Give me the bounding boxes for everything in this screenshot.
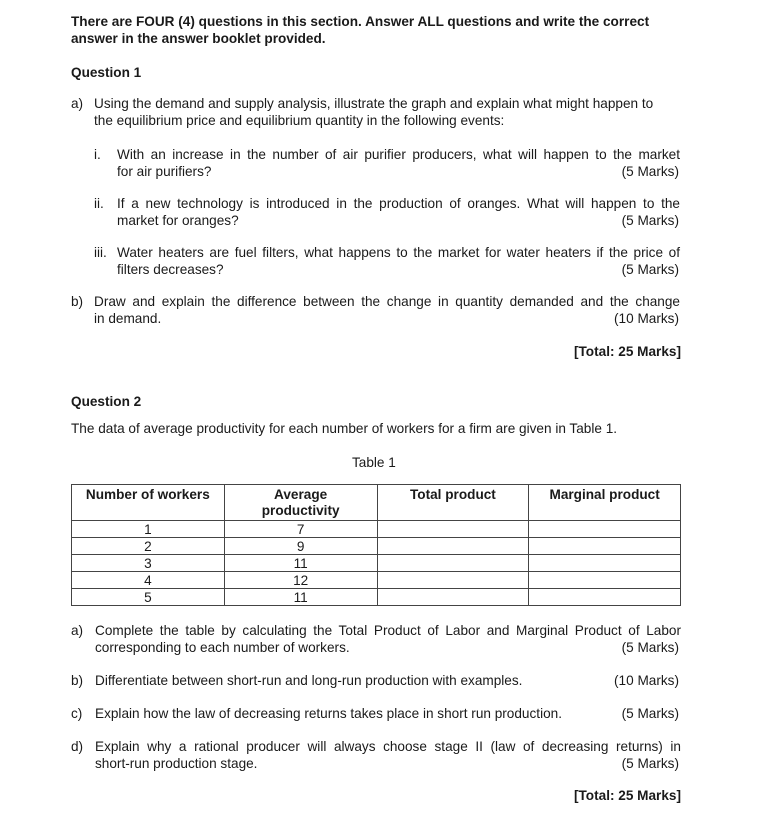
q1-item-iii-line2: filters decreases? [117,262,224,277]
table-row [72,589,681,606]
cell-marginal-product [529,521,681,538]
q2-c-label: c) [71,706,83,721]
q1-b-line2: in demand. [94,311,162,326]
q2-d-line2: short-run production stage. [95,756,258,771]
q1-item-ii-line1: If a new technology is introduced in the production of oranges. What will happen to the [117,196,680,211]
q1-item-i-marks: (5 Marks) [621,164,679,179]
q2-b-label: b) [71,673,84,688]
cell-marginal-product [529,589,681,606]
q1-b-label: b) [71,294,84,309]
q1-item-ii-marks: (5 Marks) [621,213,679,228]
cell-average-productivity: 11 [224,589,377,606]
q1-b-line1: Draw and explain the difference between the change in quantity demanded and the change [94,294,680,309]
cell-marginal-product [529,538,681,555]
cell-total-product [377,555,529,572]
cell-total-product [377,538,529,555]
section-instructions: There are FOUR (4) questions in this section. Answer ALL questions and write the correct answer in the answer booklet provided. [71,14,650,46]
q1-item-iii-marks: (5 Marks) [621,262,679,277]
table-row [72,555,681,572]
cell-marginal-product [529,572,681,589]
q2-a-marks: (5 Marks) [621,640,679,655]
q2-d-line1: Explain why a rational producer will always choose stage II (law of decreasing returns) in [95,739,681,754]
cell-average-productivity: 12 [224,572,377,589]
header-marginal-product: Marginal product [529,485,681,521]
q1-item-i-line2: for air purifiers? [117,164,212,179]
cell-workers: 4 [72,572,225,589]
header-number-of-workers: Number of workers [72,485,225,521]
cell-total-product [377,589,529,606]
q1-a-text-line1: Using the demand and supply analysis, illustrate the graph and explain what might happen to [94,96,654,111]
q2-intro: The data of average productivity for each number of workers for a firm are given in Table 1. [71,421,618,436]
q1-item-ii-line2: market for oranges? [117,213,239,228]
q1-a-label: a) [71,96,84,111]
q2-d-marks: (5 Marks) [621,756,679,771]
q2-a-label: a) [71,623,84,638]
cell-workers: 3 [72,555,225,572]
q1-total-marks: [Total: 25 Marks] [573,344,681,359]
cell-marginal-product [529,555,681,572]
q2-c-line1: Explain how the law of decreasing returns takes place in short run production. [95,706,562,721]
cell-workers: 2 [72,538,225,555]
header-total-product: Total product [377,485,529,521]
q1-item-iii-label: iii. [94,245,107,260]
table-row [72,572,681,589]
question-2-title: Question 2 [71,394,142,409]
table-header-row [72,485,681,521]
cell-total-product [377,521,529,538]
table-caption: Table 1 [352,455,396,470]
header-average-productivity: Average productivity [224,485,377,521]
q2-c-marks: (5 Marks) [621,706,679,721]
cell-average-productivity: 11 [224,555,377,572]
cell-workers: 1 [72,521,225,538]
question-1-title: Question 1 [71,65,142,80]
q1-item-i-label: i. [94,147,101,162]
q2-b-line1: Differentiate between short-run and long-run production with examples. [95,673,523,688]
cell-average-productivity: 7 [224,521,377,538]
cell-workers: 5 [72,589,225,606]
q2-total-marks: [Total: 25 Marks] [573,788,681,803]
q1-b-marks: (10 Marks) [614,311,679,326]
q1-item-ii-label: ii. [94,196,104,211]
table-row [72,538,681,555]
q2-b-marks: (10 Marks) [614,673,679,688]
cell-total-product [377,572,529,589]
q2-a-line2: corresponding to each number of workers. [95,640,350,655]
q1-item-iii-line1: Water heaters are fuel filters, what happens to the market for water heaters if the price of [117,245,680,260]
productivity-table [71,484,681,606]
q2-a-line1: Complete the table by calculating the Total Product of Labor and Marginal Product of Labor [95,623,681,638]
q1-item-i-line1: With an increase in the number of air purifier producers, what will happen to the market [117,147,680,162]
q2-d-label: d) [71,739,84,754]
cell-average-productivity: 9 [224,538,377,555]
q1-a-text-line2: the equilibrium price and equilibrium quantity in the following events: [94,113,505,128]
table-row [72,521,681,538]
